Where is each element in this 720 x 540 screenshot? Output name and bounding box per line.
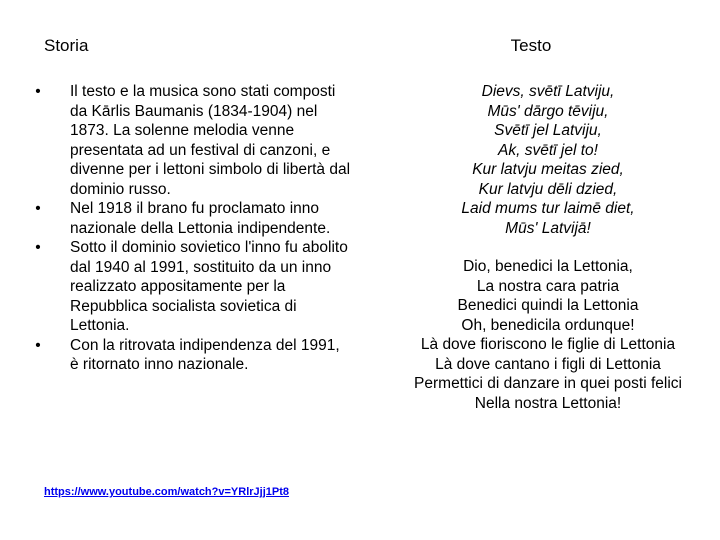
translation-line: Benedici quindi la Lettonia (457, 297, 639, 314)
list-item (30, 336, 352, 375)
storia-heading: Storia (44, 36, 89, 55)
translation-line: Oh, benedicila ordunque! (461, 316, 635, 334)
italian-translation (398, 257, 698, 413)
testo-heading: Testo (510, 36, 552, 55)
lyric-line: Mūs' dārgo tēviju, (487, 102, 609, 120)
list-item (30, 82, 352, 199)
list-item (30, 238, 352, 336)
lyric-line: Dievs, svētī Latviju, (481, 83, 615, 100)
bullet-icon: • (35, 239, 41, 256)
translation-line: Là dove cantano i figli di Lettonia (435, 355, 661, 373)
translation-line: Nella nostra Lettonia! (474, 394, 622, 412)
bullet-icon: • (35, 83, 41, 100)
lyric-line: Kur latvju dēli dzied, (478, 180, 618, 198)
translation-line: Là dove fioriscono le figlie di Lettonia (420, 336, 676, 353)
bullet-icon: • (35, 200, 41, 217)
storia-list-container (30, 82, 352, 375)
storia-list (30, 82, 352, 375)
lyric-line: Mūs' Latvijā! (505, 219, 591, 237)
list-item-text: Il testo e la musica sono stati composti da Kārlis Baumanis (1834-1904) nel 1873. La solenne melodia venne presentata ad un festival di canzoni, e divenne per i lettoni simbolo di libertà dal dominio russo. (70, 83, 351, 198)
list-item-text: Nel 1918 il brano fu proclamato inno nazionale della Lettonia indipendente. (70, 200, 331, 237)
latvian-lyrics (398, 82, 698, 238)
translation-line: Permettici di danzare in quei posti felici (414, 375, 682, 392)
lyric-line: Svētī jel Latviju, (494, 122, 602, 139)
lyric-line: Ak, svētī jel to! (498, 141, 598, 159)
translation-line: Dio, benedici la Lettonia, (463, 258, 633, 275)
list-item-text: Sotto il dominio sovietico l'inno fu abolito dal 1940 al 1991, sostituito da un inno realizzato appositamente per la Repubblica socialista sovietica di Lettonia. (70, 239, 348, 334)
list-item (30, 199, 352, 238)
lyric-line: Laid mums tur laimē diet, (461, 200, 635, 217)
translation-line: La nostra cara patria (476, 277, 620, 295)
list-item-text: Con la ritrovata indipendenza del 1991, è ritornato inno nazionale. (70, 336, 340, 373)
youtube-link[interactable]: https://www.youtube.com/watch?v=YRlrJjj1Pt8 (44, 486, 289, 498)
testo-container (398, 82, 698, 413)
bullet-icon: • (35, 336, 41, 354)
lyric-line: Kur latvju meitas zied, (472, 161, 624, 178)
